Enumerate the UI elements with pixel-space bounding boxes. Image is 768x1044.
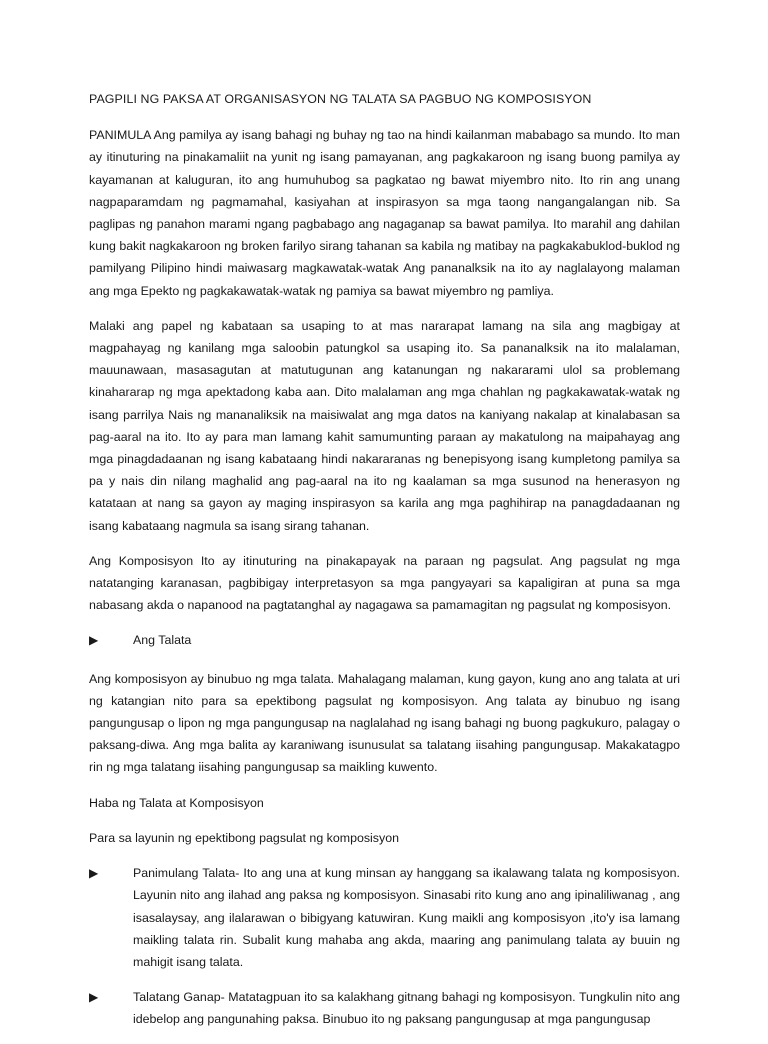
bullet-arrow-icon: ▶ (89, 633, 99, 648)
bullet-panimulang-talata (89, 862, 680, 973)
bullet-text: Ang Talata (133, 633, 192, 648)
bullet-text: Talatang Ganap- Matatagpuan ito sa kalakhang gitnang bahagi ng komposisyon. Tungkulin nito ang idebelop ang pangunahing paksa. Binubuo ito ng paksang pangungusap at mga pangungusap (133, 990, 680, 1027)
paragraph-komposisyon: Ang Komposisyon Ito ay itinuturing na pinakapayak na paraan ng pagsulat. Ang pagsulat ng mga natatanging karanasan, pagbibigay interpretasyon sa mga pangyayari sa kapaligiran at puna sa mga nabasang akda o napanood na pagtatanghal ay nagagawa sa pamamagitan ng pagsulat ng komposisyon. (89, 553, 680, 613)
subheading-layunin: Para sa layunin ng epektibong pagsulat ng komposisyon (89, 830, 399, 845)
bullet-arrow-icon: ▶ (89, 866, 99, 881)
subheading-haba: Haba ng Talata at Komposisyon (89, 795, 264, 810)
paragraph-panimula: PANIMULA Ang pamilya ay isang bahagi ng buhay ng tao na hindi kailanman mababago sa mundo. Ito man ay itinuturing na pinakamaliit na yunit ng isang pamayanan, ang pagkakaroon ng isang buong pamilya ay kayamanan at kaluguran, ito ang humuhubog sa pagkatao ng bawat miyembro nito. Ito rin ang unang nagpaparamdam ng pagmamahal, kasiyahan at inspirasyon sa mga taong nangangalangan nib. Sa paglipas ng panahon marami ngang pagbabago ang nagaganap sa bawat pamilya. Ito marahil ang dahilan kung bakit nagkakaroon ng broken farilyo sirang tahanan sa kabila ng matibay na pagkakabuklod-buklod ng pamilyang Pilipino hindi maiwasarg magkawatak-watak Ang pananalksik na ito ay naglalayong malaman ang mga Epekto ng pagkakawatak-watak ng pamiya sa bawat miyembro ng pamliya. (89, 128, 680, 298)
paragraph-kabataan: Malaki ang papel ng kabataan sa usaping to at mas nararapat lamang na sila ang magbigay at magpahayag ng kanilang mga saloobin patungkol sa usaping ito. Sa pananalksik na ito malalaman, mauunawaan, masasagutan at matutugunan ang katanungan ng nakararami ulol sa problemang kinahararap ng mga apektadong kaba aan. Dito malalaman ang mga chahlan ng pagkakawatak-watak ng isang parrilya Nais ng mananaliksik na maisiwalat ang mga datos na kaniyang nakalap at kinalabasan sa pag-aaral na ito. Ito ay para man lamang kahit samumunting paraan ay makatulong na maipahayag ang mga pinagdadaanan ng isang kabataang hindi nakararanas ng benepisyong isang kumpletong pamilya sa pa y nais din nilang maghalid ang pag-aaral na ito ng kaalaman sa mga susunod na henerasyon ng katataan at nang sa gayon ay maging inspirasyon sa karila ang mga paghihirap na panagdadaanan ng isang kabataang nagmula sa isang sirang tahanan. (89, 318, 680, 533)
bullet-arrow-icon: ▶ (89, 990, 99, 1005)
document-page (89, 88, 680, 1044)
document-title: PAGPILI NG PAKSA AT ORGANISASYON NG TALATA SA PAGBUO NG KOMPOSISYON (89, 92, 592, 106)
bullet-text: Panimulang Talata- Ito ang una at kung minsan ay hanggang sa ikalawang talata ng komposisyon. Layunin nito ang ilahad ang paksa ng komposisyon. Sinasabi rito kung ano ang ipinaliliwanag , ang isasalaysay, ang ilalarawan o bibigyang katuwiran. Kung maikli ang komposisyon ,ito'y isa lamang maikling talata rin. Subalit kung mahaba ang akda, maaring ang panimulang talata ay buuin ng mahigit isang talata. (133, 866, 680, 969)
paragraph-talata: Ang komposisyon ay binubuo ng mga talata. Mahalagang malaman, kung gayon, kung ano ang talata at uri ng katangian nito para sa epektibong pagsulat ng komposisyon. Ang talata ay binubuo ng isang pangungusap o lipon ng mga pangungusap na naglalahad ng isang bahagi ng buong pagkukuro, palagay o paksang-diwa. Ang mga balita ay karaniwang isunusulat sa talatang iisahing pangungusap. Makakatagpo rin ng mga talatang iisahing pangungusap sa maikling kuwento. (89, 671, 680, 775)
bullet-ang-talata (89, 629, 680, 651)
